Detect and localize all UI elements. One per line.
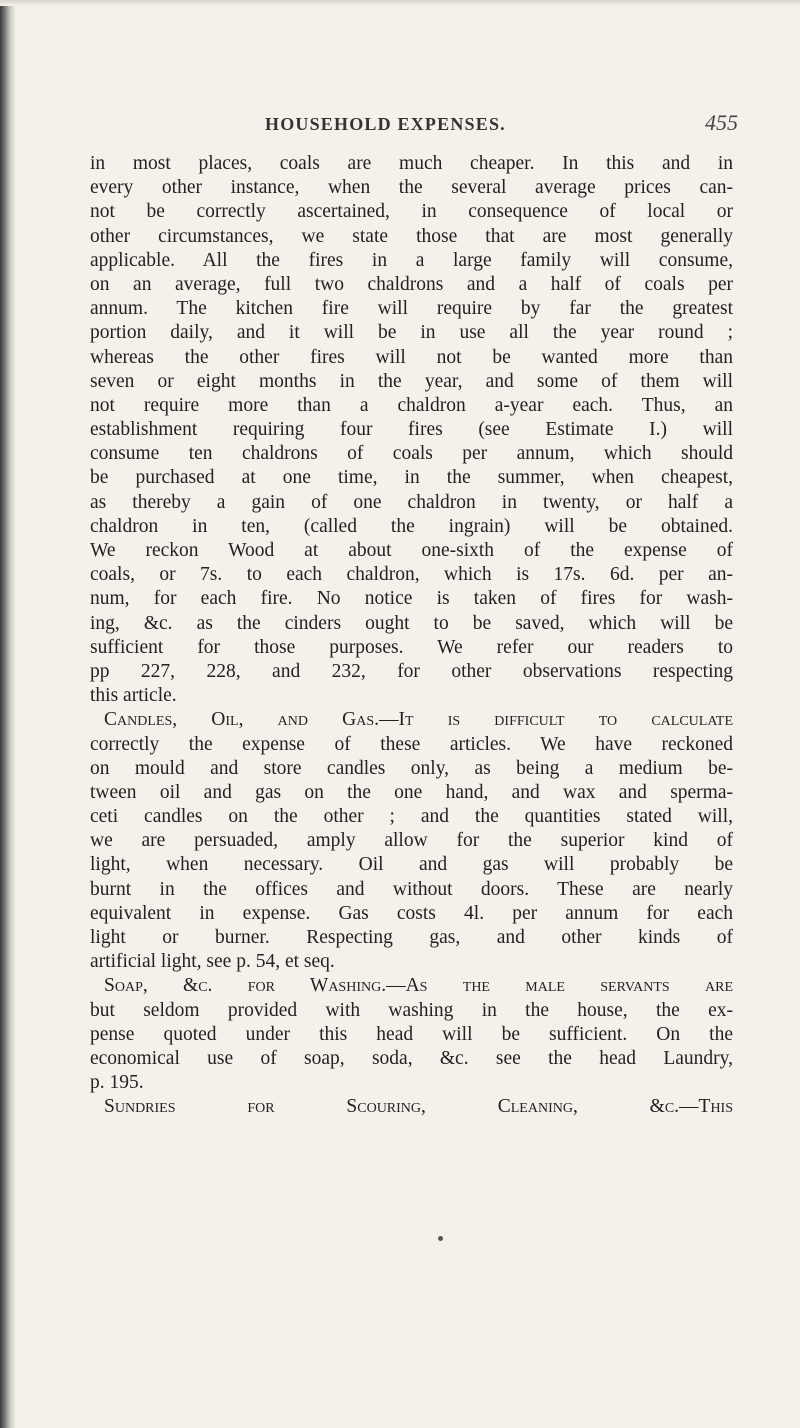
text-line: pp 227, 228, and 232, for other observations respecting	[90, 660, 733, 682]
text-line: We reckon Wood at about one-sixth of the expense of	[90, 540, 733, 561]
text-line: correctly the expense of these articles. We have reckoned	[90, 733, 733, 755]
text-line: on an average, full two chaldrons and a half of coals per	[90, 273, 733, 295]
text-line: light, when necessary. Oil and gas will probably be	[90, 854, 733, 876]
text-line: consume ten chaldrons of coals per annum, which should	[90, 443, 733, 465]
text-line: this article.	[90, 685, 177, 707]
section-heading-line: Soap, &c. for Washing.—As the male servants are	[104, 975, 733, 997]
text-line: sufficient for those purposes. We refer our readers to	[90, 636, 733, 658]
text-line: economical use of soap, soda, &c. see the head Laundry,	[90, 1047, 733, 1069]
text-line: artificial light, see p. 54, et seq.	[90, 951, 335, 973]
text-line: num, for each fire. No notice is taken of fires for wash-	[90, 588, 733, 610]
running-head: HOUSEHOLD EXPENSES.	[265, 114, 506, 134]
text-line: annum. The kitchen fire will require by far the greatest	[90, 298, 733, 320]
text-line: ing, &c. as the cinders ought to be saved, which will be	[90, 612, 733, 634]
section-heading-line: Candles, Oil, and Gas.—It is difficult to calculate	[104, 709, 733, 731]
section-heading-line: Sundries for Scouring, Cleaning, &c.—This	[104, 1096, 733, 1118]
text-line: tween oil and gas on the one hand, and wax and sperma-	[90, 781, 733, 803]
text-line: on mould and store candles only, as being a medium be-	[90, 757, 733, 779]
text-line: p. 195.	[90, 1072, 144, 1094]
text-line: establishment requiring four fires (see Estimate I.) will	[90, 419, 733, 441]
text-line: but seldom provided with washing in the house, the ex-	[90, 999, 733, 1021]
text-line: every other instance, when the several average prices can-	[90, 177, 733, 199]
text-line: as thereby a gain of one chaldron in twenty, or half a	[90, 491, 733, 513]
text-line: burnt in the offices and without doors. These are nearly	[90, 878, 733, 900]
text-line: we are persuaded, amply allow for the superior kind of	[90, 830, 733, 852]
text-line: equivalent in expense. Gas costs 4l. per annum for each	[90, 902, 733, 924]
text-line: coals, or 7s. to each chaldron, which is 17s. 6d. per an-	[90, 564, 733, 586]
text-line: portion daily, and it will be in use all the year round ;	[90, 322, 733, 344]
text-line: seven or eight months in the year, and some of them will	[90, 370, 733, 392]
text-line: ceti candles on the other ; and the quantities stated will,	[90, 806, 733, 828]
page-header	[0, 100, 800, 140]
text-line: pense quoted under this head will be sufficient. On the	[90, 1023, 733, 1045]
text-line: not be correctly ascertained, in consequence of local or	[90, 201, 733, 223]
text-line: applicable. All the fires in a large family will consume,	[90, 249, 733, 271]
ink-speck	[438, 1236, 443, 1241]
body-text	[90, 152, 733, 1120]
text-line: be purchased at one time, in the summer, when cheapest,	[90, 467, 733, 489]
page-number: 455	[705, 110, 738, 135]
text-line: chaldron in ten, (called the ingrain) will be obtained.	[90, 515, 733, 537]
text-line: in most places, coals are much cheaper. In this and in	[90, 153, 733, 174]
text-line: whereas the other fires will not be wanted more than	[90, 346, 733, 368]
text-line: light or burner. Respecting gas, and other kinds of	[90, 927, 733, 948]
page-top-shadow	[0, 0, 800, 6]
book-binding-shadow	[0, 0, 16, 1428]
text-line: not require more than a chaldron a-year each. Thus, an	[90, 394, 733, 416]
text-line: other circumstances, we state those that are most generally	[90, 225, 733, 247]
